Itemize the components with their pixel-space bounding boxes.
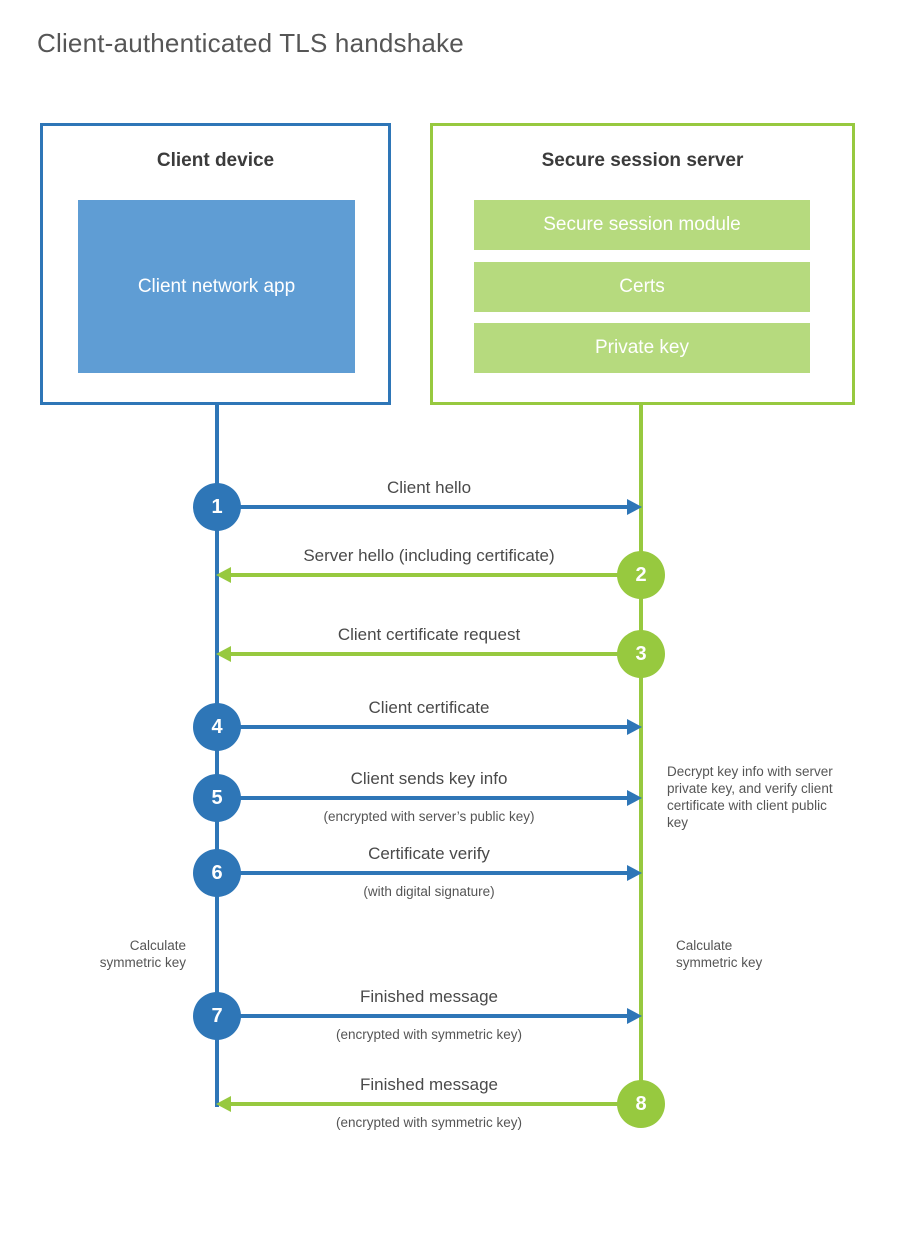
arrow-head-left-icon [216,1096,231,1112]
message-label: Client sends key info [350,769,508,788]
client-network-app-label: Client network app [137,275,296,297]
message-sublabel: (encrypted with symmetric key) [335,1027,523,1042]
message-label: Client hello [386,478,472,497]
client-network-app-block [78,200,355,373]
step-number: 1 [211,495,223,518]
calculate-symmetric-key-note-client: Calculate symmetric key [99,938,186,970]
step-circle [193,849,241,897]
arrow-line [217,505,629,509]
arrow-line [231,652,641,656]
arrow-head-left-icon [216,646,231,662]
step-circle [193,992,241,1040]
message-sublabel: (encrypted with symmetric key) [335,1115,523,1130]
arrow-line [217,796,629,800]
step-circle [617,1080,665,1128]
server-certs-label: Certs [619,276,665,297]
message-label: Client certificate request [337,625,521,644]
arrow-head-right-icon [627,499,642,515]
message-label: Finished message [360,987,498,1006]
message-label: Certificate verify [368,844,490,863]
step-number: 8 [635,1092,647,1115]
server-module-label: Secure session module [543,214,741,235]
step-number: 3 [635,642,647,665]
message-label: Client certificate [368,698,490,717]
arrow-line [217,725,629,729]
message-sublabel: (encrypted with server’s public key) [323,809,535,824]
arrow-head-right-icon [627,1008,642,1024]
step-circle [193,774,241,822]
step-circle [193,703,241,751]
message-label: Server hello (including certificate) [303,546,555,565]
secure-session-server-box [430,123,855,405]
server-certs-bar [474,262,810,312]
step-circle [617,630,665,678]
calculate-symmetric-key-note-server: Calculate symmetric key [676,938,763,970]
arrow-line [231,573,641,577]
arrow-line [217,871,629,875]
message-label: Finished message [360,1075,498,1094]
arrow-head-right-icon [627,865,642,881]
step-circle [193,483,241,531]
client-device-box [40,123,391,405]
server-private-key-bar [474,323,810,373]
decrypt-note: Decrypt key info with server private key, and verify client certificate with client public key [667,764,833,830]
step-number: 6 [211,861,223,884]
message-sublabel: (with digital signature) [363,884,495,899]
step-number: 7 [211,1004,223,1027]
step-number: 4 [211,715,223,738]
arrow-line [231,1102,641,1106]
step-number: 5 [211,786,223,809]
server-module-bar [474,200,810,250]
arrow-head-left-icon [216,567,231,583]
secure-session-server-title: Secure session server [541,150,744,171]
step-number: 2 [635,563,647,586]
arrow-head-right-icon [627,790,642,806]
step-circle [617,551,665,599]
page-title: Client-authenticated TLS handshake [37,28,464,58]
arrow-head-right-icon [627,719,642,735]
arrow-line [217,1014,629,1018]
server-private-key-label: Private key [595,337,689,358]
client-device-title: Client device [156,150,275,171]
